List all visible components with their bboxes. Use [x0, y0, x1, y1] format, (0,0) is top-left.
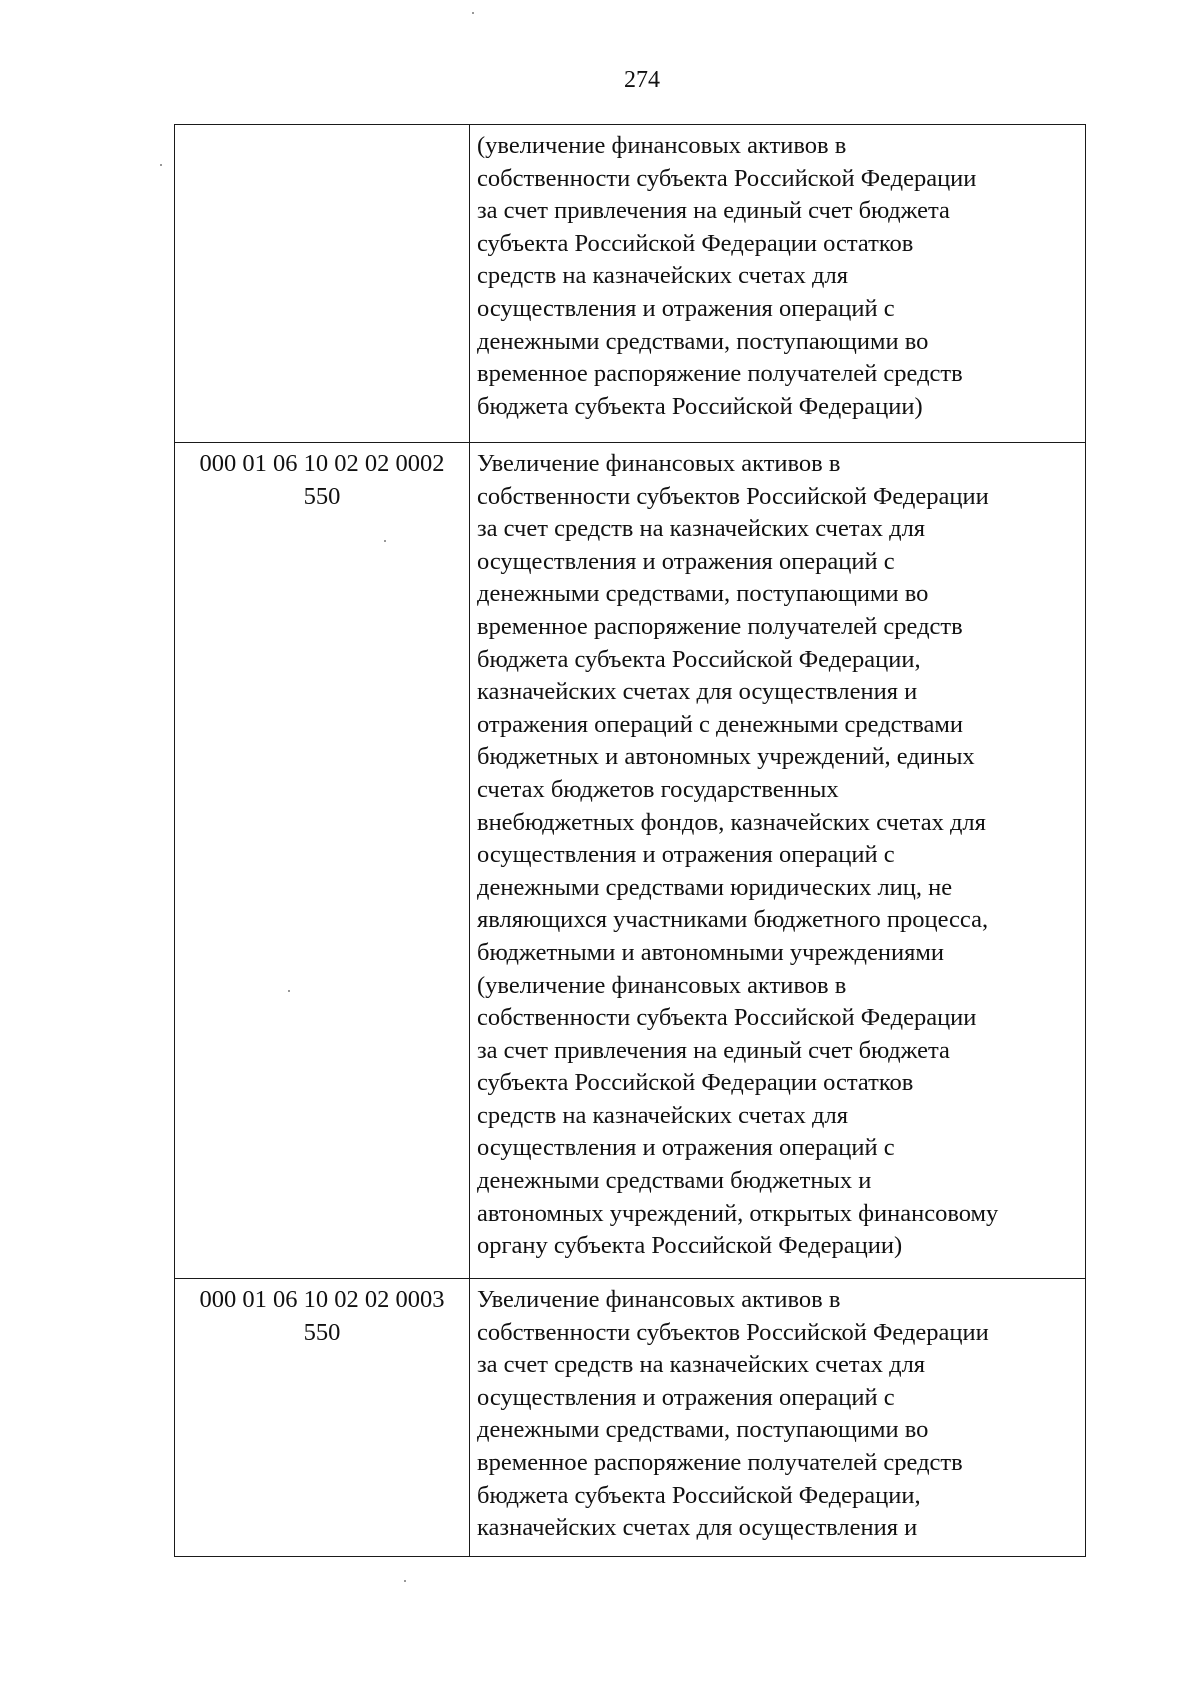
description-line: счетах бюджетов государственных [477, 775, 839, 803]
table-row [175, 443, 1086, 1279]
scan-speck [472, 12, 474, 14]
table-row [175, 125, 1086, 443]
description-line: осуществления и отражения операций с [477, 841, 895, 869]
code-cell [175, 125, 470, 443]
description-line: осуществления и отражения операций с [477, 547, 895, 575]
description-line: за счет средств на казначейских счетах для [477, 515, 926, 543]
description-line: за счет привлечения на единый счет бюджета [477, 1036, 950, 1064]
code-cell: 000 01 06 10 02 02 0002 550 [175, 443, 470, 1279]
description-line: денежными средствами, поступающими во [477, 327, 929, 355]
scan-speck [384, 540, 386, 542]
description-line: осуществления и отражения операций с [477, 294, 895, 322]
description-line: осуществления и отражения операций с [477, 1383, 895, 1411]
description-line: временное распоряжение получателей средств [477, 1448, 963, 1476]
description-line: бюджета субъекта Российской Федерации) [477, 392, 923, 420]
scan-speck [288, 990, 290, 992]
description-line: осуществления и отражения операций с [477, 1134, 895, 1162]
description-line: внебюджетных фондов, казначейских счетах для [477, 808, 986, 836]
description-line: денежными средствами юридических лиц, не [477, 873, 953, 901]
description-line: собственности субъектов Российской Федерации [477, 482, 989, 510]
description-line: Увеличение финансовых активов в [477, 450, 841, 477]
description-line: средств на казначейских счетах для [477, 262, 848, 290]
description-line: органу субъекта Российской Федерации) [477, 1232, 903, 1260]
description-line: временное распоряжение получателей средств [477, 360, 963, 388]
budget-code-table [174, 124, 1086, 1557]
description-line: собственности субъекта Российской Федерации [477, 1004, 977, 1032]
description-line: субъекта Российской Федерации остатков [477, 1069, 914, 1097]
description-line: денежными средствами, поступающими во [477, 1416, 929, 1444]
description-line: (увеличение финансовых активов в [477, 132, 847, 159]
description-line: автономных учреждений, открытых финансовому [477, 1199, 999, 1227]
description-line: собственности субъекта Российской Федерации [477, 164, 977, 192]
description-cell [470, 1279, 1086, 1557]
scan-speck [404, 1580, 406, 1582]
description-line: казначейских счетах для осуществления и [477, 1514, 918, 1542]
description-line: бюджетных и автономных учреждений, единых [477, 743, 975, 771]
description-line: бюджета субъекта Российской Федерации, [477, 645, 921, 673]
scan-speck [160, 164, 162, 166]
description-line: средств на казначейских счетах для [477, 1101, 848, 1129]
description-line: за счет привлечения на единый счет бюджета [477, 197, 950, 225]
table-row [175, 1279, 1086, 1557]
description-line: бюджетными и автономными учреждениями [477, 938, 944, 966]
description-line: за счет средств на казначейских счетах для [477, 1351, 926, 1379]
description-line: субъекта Российской Федерации остатков [477, 229, 914, 257]
description-line: отражения операций с денежными средствами [477, 710, 963, 738]
description-line: денежными средствами бюджетных и [477, 1167, 872, 1195]
description-line: временное распоряжение получателей средств [477, 612, 963, 640]
description-line: денежными средствами, поступающими во [477, 580, 929, 608]
page-number: 274 [624, 67, 660, 93]
description-line: являющихся участниками бюджетного процесса, [477, 906, 989, 934]
description-cell [470, 443, 1086, 1279]
description-line: Увеличение финансовых активов в [477, 1286, 841, 1313]
code-cell: 000 01 06 10 02 02 0003 550 [175, 1279, 470, 1557]
description-line: собственности субъектов Российской Федерации [477, 1318, 989, 1346]
description-line: бюджета субъекта Российской Федерации, [477, 1481, 921, 1509]
description-line: казначейских счетах для осуществления и [477, 678, 918, 706]
description-line: (увеличение финансовых активов в [477, 971, 847, 999]
description-cell [470, 125, 1086, 443]
